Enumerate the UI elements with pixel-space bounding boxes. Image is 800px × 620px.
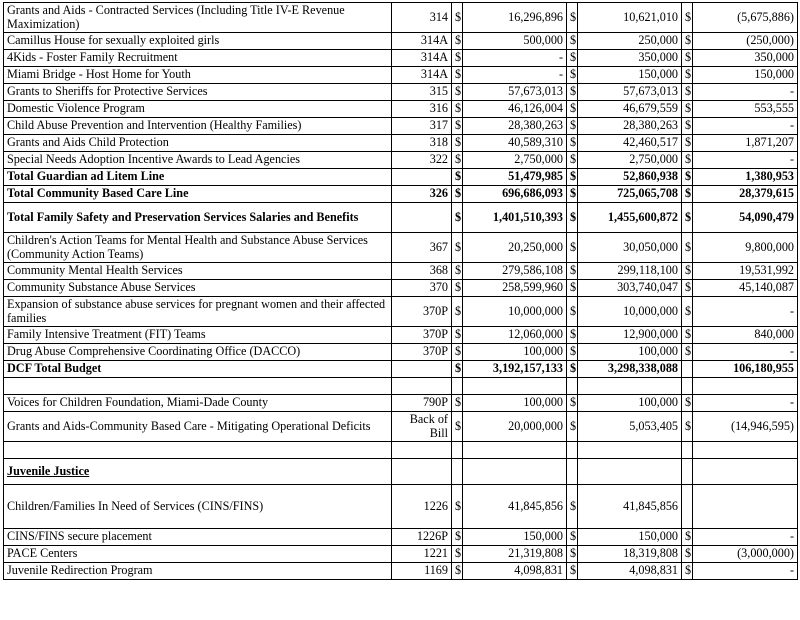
row-description: Grants and Aids - Contracted Services (Including Title IV-E Revenue Maximization) <box>4 3 392 33</box>
row-value-3: 19,531,992 <box>693 263 798 280</box>
row-value-2: 28,380,263 <box>578 118 682 135</box>
table-row <box>4 169 798 186</box>
table-row <box>4 67 798 84</box>
row-currency-symbol-1: $ <box>452 233 463 263</box>
row-code: 314A <box>392 33 452 50</box>
table-row <box>4 186 798 203</box>
row-currency-symbol-3: $ <box>682 135 693 152</box>
row-description: Family Intensive Treatment (FIT) Teams <box>4 327 392 344</box>
row-value-2: 57,673,013 <box>578 84 682 101</box>
row-currency-symbol-3: $ <box>682 84 693 101</box>
row-currency-symbol-1: $ <box>452 50 463 67</box>
row-value-1: 16,296,896 <box>463 3 567 33</box>
row-code: 370P <box>392 297 452 327</box>
row-currency-symbol-2: $ <box>567 546 578 563</box>
row-code: 1226 <box>392 485 452 529</box>
row-description: Total Community Based Care Line <box>4 186 392 203</box>
row-code <box>392 442 452 459</box>
row-value-2: 303,740,047 <box>578 280 682 297</box>
row-currency-symbol-3 <box>682 442 693 459</box>
row-value-1: 12,060,000 <box>463 327 567 344</box>
row-value-2: 46,679,559 <box>578 101 682 118</box>
section-heading: Juvenile Justice <box>7 463 90 478</box>
row-value-1: 1,401,510,393 <box>463 203 567 233</box>
row-currency-symbol-3: $ <box>682 3 693 33</box>
row-currency-symbol-1: $ <box>452 33 463 50</box>
row-value-3: - <box>693 344 798 361</box>
row-code: Back of Bill <box>392 412 452 442</box>
row-description: Drug Abuse Comprehensive Coordinating Office (DACCO) <box>4 344 392 361</box>
row-value-3: 106,180,955 <box>693 361 798 378</box>
row-value-1: 100,000 <box>463 344 567 361</box>
row-value-1: 41,845,856 <box>463 485 567 529</box>
row-currency-symbol-2: $ <box>567 344 578 361</box>
row-value-2 <box>578 459 682 485</box>
row-description: Child Abuse Prevention and Intervention (Healthy Families) <box>4 118 392 135</box>
row-currency-symbol-2: $ <box>567 118 578 135</box>
row-currency-symbol-1: $ <box>452 169 463 186</box>
row-value-1: 40,589,310 <box>463 135 567 152</box>
row-currency-symbol-3: $ <box>682 101 693 118</box>
row-currency-symbol-2: $ <box>567 3 578 33</box>
row-value-3: - <box>693 84 798 101</box>
row-value-2: 42,460,517 <box>578 135 682 152</box>
table-row <box>4 529 798 546</box>
row-currency-symbol-1: $ <box>452 135 463 152</box>
row-currency-symbol-2: $ <box>567 67 578 84</box>
row-value-1: - <box>463 50 567 67</box>
row-value-3: - <box>693 563 798 580</box>
row-description: Expansion of substance abuse services for pregnant women and their affected families <box>4 297 392 327</box>
row-value-3: 28,379,615 <box>693 186 798 203</box>
row-value-3 <box>693 485 798 529</box>
row-code: 318 <box>392 135 452 152</box>
row-currency-symbol-3: $ <box>682 344 693 361</box>
row-value-2: 52,860,938 <box>578 169 682 186</box>
row-value-3 <box>693 378 798 395</box>
row-currency-symbol-3: $ <box>682 67 693 84</box>
row-currency-symbol-3: $ <box>682 33 693 50</box>
row-description: Juvenile Redirection Program <box>4 563 392 580</box>
row-currency-symbol-3: $ <box>682 50 693 67</box>
row-description: Camillus House for sexually exploited girls <box>4 33 392 50</box>
row-currency-symbol-1: $ <box>452 280 463 297</box>
row-value-1: 258,599,960 <box>463 280 567 297</box>
row-value-3: 150,000 <box>693 67 798 84</box>
row-code: 1169 <box>392 563 452 580</box>
row-code <box>392 203 452 233</box>
row-value-1 <box>463 442 567 459</box>
row-currency-symbol-1: $ <box>452 67 463 84</box>
row-code: 370P <box>392 344 452 361</box>
row-currency-symbol-2: $ <box>567 84 578 101</box>
row-value-2: 41,845,856 <box>578 485 682 529</box>
row-description: Voices for Children Foundation, Miami-Dade County <box>4 395 392 412</box>
row-currency-symbol-3: $ <box>682 118 693 135</box>
table-row <box>4 361 798 378</box>
row-description: Domestic Violence Program <box>4 101 392 118</box>
row-value-1: 51,479,985 <box>463 169 567 186</box>
row-description <box>4 378 392 395</box>
row-value-1 <box>463 459 567 485</box>
row-value-3: 45,140,087 <box>693 280 798 297</box>
row-currency-symbol-1: $ <box>452 84 463 101</box>
row-description: Grants to Sheriffs for Protective Services <box>4 84 392 101</box>
row-value-3: 840,000 <box>693 327 798 344</box>
row-currency-symbol-3 <box>682 485 693 529</box>
row-code: 316 <box>392 101 452 118</box>
budget-table-body <box>4 3 798 580</box>
row-value-1: 46,126,004 <box>463 101 567 118</box>
row-currency-symbol-2: $ <box>567 135 578 152</box>
row-currency-symbol-2: $ <box>567 203 578 233</box>
table-row <box>4 84 798 101</box>
row-value-3: (250,000) <box>693 33 798 50</box>
row-value-3: (3,000,000) <box>693 546 798 563</box>
row-currency-symbol-2 <box>567 378 578 395</box>
row-description: Children's Action Teams for Mental Health and Substance Abuse Services (Community Action Teams) <box>4 233 392 263</box>
table-row <box>4 344 798 361</box>
row-value-2 <box>578 378 682 395</box>
row-code: 367 <box>392 233 452 263</box>
row-currency-symbol-2 <box>567 442 578 459</box>
row-description: 4Kids - Foster Family Recruitment <box>4 50 392 67</box>
row-value-3: 9,800,000 <box>693 233 798 263</box>
row-value-3: - <box>693 152 798 169</box>
row-currency-symbol-2: $ <box>567 327 578 344</box>
table-row <box>4 378 798 395</box>
row-code <box>392 378 452 395</box>
table-row <box>4 135 798 152</box>
row-currency-symbol-1: $ <box>452 529 463 546</box>
table-row <box>4 3 798 33</box>
table-row <box>4 263 798 280</box>
row-value-2: 3,298,338,088 <box>578 361 682 378</box>
row-currency-symbol-2: $ <box>567 152 578 169</box>
row-value-2: 100,000 <box>578 395 682 412</box>
row-currency-symbol-3: $ <box>682 297 693 327</box>
row-code: 314A <box>392 67 452 84</box>
row-value-2: 1,455,600,872 <box>578 203 682 233</box>
row-currency-symbol-3: $ <box>682 395 693 412</box>
table-row <box>4 50 798 67</box>
row-value-3: - <box>693 395 798 412</box>
row-currency-symbol-3: $ <box>682 412 693 442</box>
row-value-2 <box>578 442 682 459</box>
table-row <box>4 459 798 485</box>
row-value-2: 250,000 <box>578 33 682 50</box>
row-description: DCF Total Budget <box>4 361 392 378</box>
row-currency-symbol-3: $ <box>682 546 693 563</box>
row-currency-symbol-2: $ <box>567 529 578 546</box>
row-currency-symbol-3: $ <box>682 186 693 203</box>
table-row <box>4 118 798 135</box>
row-value-1: 500,000 <box>463 33 567 50</box>
table-row <box>4 395 798 412</box>
row-currency-symbol-1: $ <box>452 118 463 135</box>
row-currency-symbol-2: $ <box>567 395 578 412</box>
row-value-2: 18,319,808 <box>578 546 682 563</box>
row-currency-symbol-3 <box>682 378 693 395</box>
row-currency-symbol-1: $ <box>452 327 463 344</box>
row-currency-symbol-2: $ <box>567 412 578 442</box>
row-currency-symbol-3: $ <box>682 529 693 546</box>
row-value-2: 350,000 <box>578 50 682 67</box>
table-row <box>4 563 798 580</box>
row-value-3: (5,675,886) <box>693 3 798 33</box>
row-value-1: 696,686,093 <box>463 186 567 203</box>
row-value-1: 4,098,831 <box>463 563 567 580</box>
row-currency-symbol-3: $ <box>682 203 693 233</box>
row-currency-symbol-1: $ <box>452 203 463 233</box>
row-value-3: 553,555 <box>693 101 798 118</box>
row-currency-symbol-3: $ <box>682 263 693 280</box>
row-currency-symbol-1: $ <box>452 152 463 169</box>
row-currency-symbol-1: $ <box>452 361 463 378</box>
row-value-1: 2,750,000 <box>463 152 567 169</box>
row-value-3: - <box>693 297 798 327</box>
row-code: 322 <box>392 152 452 169</box>
row-currency-symbol-2: $ <box>567 186 578 203</box>
row-value-3: 350,000 <box>693 50 798 67</box>
row-code: 368 <box>392 263 452 280</box>
row-currency-symbol-3: $ <box>682 563 693 580</box>
row-description <box>4 459 392 485</box>
row-currency-symbol-1: $ <box>452 563 463 580</box>
row-description: Total Guardian ad Litem Line <box>4 169 392 186</box>
row-value-2: 5,053,405 <box>578 412 682 442</box>
table-row <box>4 280 798 297</box>
row-value-1 <box>463 378 567 395</box>
row-value-2: 2,750,000 <box>578 152 682 169</box>
row-code: 790P <box>392 395 452 412</box>
table-row <box>4 442 798 459</box>
row-value-2: 10,621,010 <box>578 3 682 33</box>
row-currency-symbol-1: $ <box>452 186 463 203</box>
row-currency-symbol-1: $ <box>452 546 463 563</box>
table-row <box>4 101 798 118</box>
row-currency-symbol-1: $ <box>452 395 463 412</box>
row-currency-symbol-2: $ <box>567 33 578 50</box>
row-value-2: 10,000,000 <box>578 297 682 327</box>
row-description: Grants and Aids-Community Based Care - Mitigating Operational Deficits <box>4 412 392 442</box>
table-row <box>4 485 798 529</box>
row-currency-symbol-2: $ <box>567 485 578 529</box>
row-currency-symbol-1: $ <box>452 412 463 442</box>
row-code: 326 <box>392 186 452 203</box>
row-value-2: 30,050,000 <box>578 233 682 263</box>
row-currency-symbol-2: $ <box>567 50 578 67</box>
row-description: Community Substance Abuse Services <box>4 280 392 297</box>
row-currency-symbol-1: $ <box>452 297 463 327</box>
row-currency-symbol-1: $ <box>452 485 463 529</box>
row-value-2: 150,000 <box>578 67 682 84</box>
row-currency-symbol-1 <box>452 459 463 485</box>
row-value-1: 57,673,013 <box>463 84 567 101</box>
row-value-3 <box>693 459 798 485</box>
row-value-2: 725,065,708 <box>578 186 682 203</box>
row-code: 370 <box>392 280 452 297</box>
row-code: 1221 <box>392 546 452 563</box>
row-currency-symbol-2: $ <box>567 233 578 263</box>
row-code: 317 <box>392 118 452 135</box>
row-currency-symbol-1: $ <box>452 101 463 118</box>
row-description: Special Needs Adoption Incentive Awards to Lead Agencies <box>4 152 392 169</box>
row-currency-symbol-1: $ <box>452 3 463 33</box>
row-currency-symbol-2: $ <box>567 169 578 186</box>
row-value-3: 54,090,479 <box>693 203 798 233</box>
row-currency-symbol-3: $ <box>682 280 693 297</box>
row-code: 1226P <box>392 529 452 546</box>
row-value-3: (14,946,595) <box>693 412 798 442</box>
row-currency-symbol-3: $ <box>682 233 693 263</box>
row-currency-symbol-3: $ <box>682 169 693 186</box>
table-row <box>4 546 798 563</box>
row-value-1: 20,250,000 <box>463 233 567 263</box>
row-code: 314A <box>392 50 452 67</box>
row-code: 315 <box>392 84 452 101</box>
row-currency-symbol-1: $ <box>452 344 463 361</box>
row-currency-symbol-1 <box>452 378 463 395</box>
table-row <box>4 233 798 263</box>
row-currency-symbol-1 <box>452 442 463 459</box>
row-value-3: - <box>693 118 798 135</box>
row-value-1: 150,000 <box>463 529 567 546</box>
row-value-3: 1,871,207 <box>693 135 798 152</box>
row-value-2: 299,118,100 <box>578 263 682 280</box>
row-value-1: - <box>463 67 567 84</box>
row-currency-symbol-1: $ <box>452 263 463 280</box>
row-value-1: 20,000,000 <box>463 412 567 442</box>
table-row <box>4 412 798 442</box>
row-value-3 <box>693 442 798 459</box>
row-description: Community Mental Health Services <box>4 263 392 280</box>
table-row <box>4 297 798 327</box>
table-row <box>4 203 798 233</box>
row-code <box>392 361 452 378</box>
row-value-3: - <box>693 529 798 546</box>
row-value-3: 1,380,953 <box>693 169 798 186</box>
row-value-2: 12,900,000 <box>578 327 682 344</box>
row-currency-symbol-2: $ <box>567 101 578 118</box>
row-description: Total Family Safety and Preservation Services Salaries and Benefits <box>4 203 392 233</box>
row-description: PACE Centers <box>4 546 392 563</box>
row-description: Children/Families In Need of Services (CINS/FINS) <box>4 485 392 529</box>
row-code: 370P <box>392 327 452 344</box>
row-currency-symbol-2: $ <box>567 563 578 580</box>
budget-table <box>3 2 798 580</box>
row-value-2: 4,098,831 <box>578 563 682 580</box>
row-value-2: 150,000 <box>578 529 682 546</box>
row-description: CINS/FINS secure placement <box>4 529 392 546</box>
row-value-1: 100,000 <box>463 395 567 412</box>
row-value-1: 21,319,808 <box>463 546 567 563</box>
table-row <box>4 33 798 50</box>
row-currency-symbol-2 <box>567 459 578 485</box>
row-value-1: 3,192,157,133 <box>463 361 567 378</box>
table-row <box>4 152 798 169</box>
table-row <box>4 327 798 344</box>
row-currency-symbol-2: $ <box>567 263 578 280</box>
row-value-2: 100,000 <box>578 344 682 361</box>
row-currency-symbol-3 <box>682 459 693 485</box>
row-value-1: 279,586,108 <box>463 263 567 280</box>
row-code: 314 <box>392 3 452 33</box>
row-code <box>392 169 452 186</box>
row-description: Grants and Aids Child Protection <box>4 135 392 152</box>
row-description: Miami Bridge - Host Home for Youth <box>4 67 392 84</box>
row-value-1: 10,000,000 <box>463 297 567 327</box>
row-currency-symbol-3: $ <box>682 152 693 169</box>
row-value-1: 28,380,263 <box>463 118 567 135</box>
row-code <box>392 459 452 485</box>
row-currency-symbol-3: $ <box>682 327 693 344</box>
row-description <box>4 442 392 459</box>
row-currency-symbol-2: $ <box>567 280 578 297</box>
row-currency-symbol-3 <box>682 361 693 378</box>
row-currency-symbol-2: $ <box>567 361 578 378</box>
row-currency-symbol-2: $ <box>567 297 578 327</box>
